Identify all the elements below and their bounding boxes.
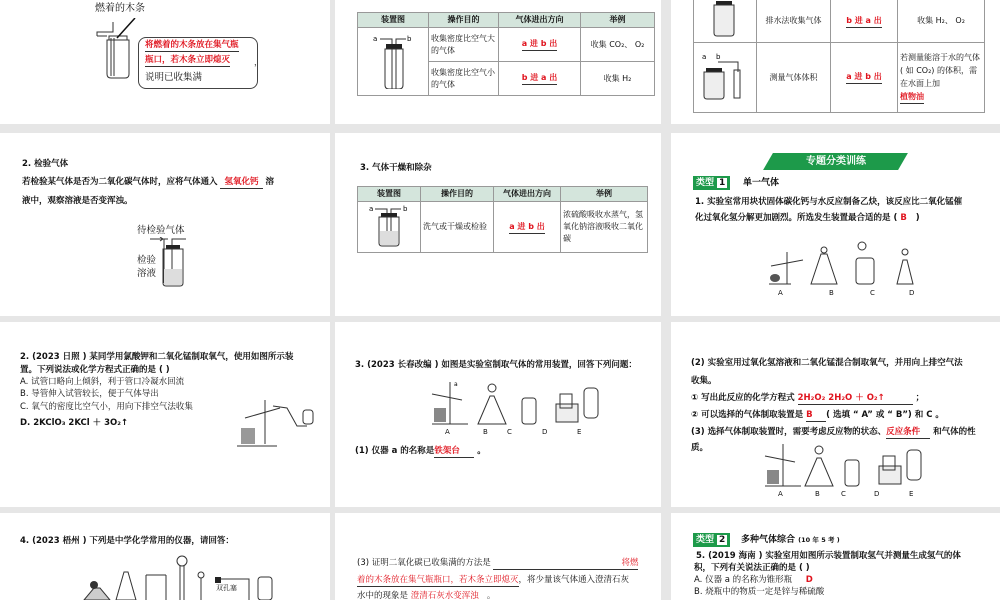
- heating-apparatus-figure: [235, 394, 315, 449]
- option-label: A: [778, 289, 783, 297]
- figure-label: 燃着的木条: [95, 3, 145, 14]
- question-text: 4. (2023 梧州 ) 下列是中学化学常用的仪器，请回答：: [20, 536, 234, 546]
- question-text-cont: 溶: [265, 177, 274, 187]
- category-title: 单一气体: [743, 178, 780, 188]
- punctuation: ；: [915, 393, 925, 403]
- question-text: 质。: [691, 443, 709, 453]
- direction-answer: b 进 a 出: [522, 72, 557, 85]
- table-row: [358, 28, 655, 62]
- svg-text:b: b: [403, 205, 408, 213]
- lab-apparatus-figure: [430, 380, 600, 426]
- answer-blank-cont: 着的木条放在集气瓶瓶口，若木条立即熄灭: [357, 575, 519, 585]
- answer-blank: 澄清石灰水变浑浊: [410, 591, 479, 600]
- sub-question-end: 和气体的性: [933, 427, 976, 437]
- option-b: B. 烧瓶中的物质一定是锌与稀硫酸: [694, 587, 825, 597]
- option-label: D: [874, 490, 880, 498]
- option-label: D: [909, 289, 915, 297]
- question-text: 1. 实验室常用块状固体碳化钙与水反应制备乙炔，该反应比二氧化锰催: [695, 197, 963, 207]
- answer-line-1: 将燃着的木条放在集气瓶: [145, 40, 239, 50]
- period: 。: [477, 446, 486, 456]
- header-example: 举例: [561, 187, 648, 202]
- equation-answer: 2H₂O₂ 2H₂O ＋ O₂↑: [798, 393, 913, 405]
- question-text: 置。下列说法或化学方程式正确的是 ( ): [20, 365, 170, 375]
- direction-answer: a 进 b 出: [509, 221, 544, 234]
- option-label: C: [870, 289, 875, 297]
- answer-blank: 反应条件: [886, 427, 930, 439]
- option-label: B: [815, 490, 820, 498]
- gas-bottle-icon: [373, 31, 413, 89]
- option-b: B. 导管伸入试管较长，便于气体导出: [20, 389, 159, 399]
- category-note: (10 年 5 考 ): [798, 536, 840, 544]
- slide-thumbnail-7[interactable]: [0, 322, 330, 507]
- question-text: 化过氧化氢分解更加剧烈。所选发生装置最合适的是 (: [695, 213, 898, 223]
- direction-answer: a 进 b 出: [522, 38, 557, 51]
- wash-bottle-icon: [369, 203, 409, 247]
- direction-answer: b 进 a 出: [846, 15, 881, 28]
- option-label: E: [909, 490, 914, 498]
- gas-drying-table: [357, 186, 648, 253]
- category-tag: 类型 1: [693, 176, 730, 190]
- option-label: A: [445, 428, 450, 436]
- option-label: E: [577, 428, 582, 436]
- period: 。: [486, 591, 496, 600]
- header-purpose: 操作目的: [429, 13, 499, 28]
- option-label: C: [841, 490, 846, 498]
- sub-question-end: ( 选填 “ A” 或 “ B”) 和 C 。: [826, 410, 944, 420]
- sub-question: (3) 选择气体制取装置时，需要考虑反应物的状态、: [691, 427, 887, 437]
- answer-line-2: 瓶口，若木条立即熄灭: [145, 55, 231, 65]
- purpose-cell: 洗气或干燥或检验: [421, 202, 494, 253]
- gas-collection-table: [357, 12, 655, 96]
- oil-answer: 植物油: [900, 90, 924, 104]
- slide-thumbnail-4[interactable]: [0, 133, 330, 316]
- slide-thumbnail-9[interactable]: [671, 322, 1000, 507]
- test-bottle-figure: [150, 237, 195, 287]
- slide-thumbnail-12[interactable]: [671, 513, 1000, 600]
- example-cell: 收集 H₂、 O₂: [898, 0, 985, 43]
- table-row: [694, 0, 985, 43]
- question-text: 积，下列有关说法正确的是 ( ): [694, 563, 810, 573]
- instruments-figure: [80, 555, 280, 600]
- header-direction: 气体进出方向: [499, 13, 581, 28]
- table-row: [358, 202, 648, 253]
- answer-blank: 氢氧化钙: [220, 177, 262, 189]
- slide-thumbnail-5[interactable]: [335, 133, 661, 316]
- sub-question: ① 写出此反应的化学方程式: [691, 393, 795, 403]
- option-c: C. 氧气的密度比空气小，用向下排空气法收集: [20, 402, 193, 412]
- sub-question: (1) 仪器 a 的名称是: [355, 446, 435, 456]
- header-apparatus: 装置图: [358, 13, 429, 28]
- example-cell: 收集 CO₂、 O₂: [581, 28, 655, 62]
- punctuation: ，: [254, 58, 263, 68]
- purpose-cell: 收集密度比空气大的气体: [429, 28, 499, 62]
- option-label: C: [507, 428, 512, 436]
- svg-text:b: b: [716, 52, 721, 61]
- header-purpose: 操作目的: [421, 187, 494, 202]
- slide-thumbnail-11[interactable]: [335, 513, 661, 600]
- header-apparatus: 装置图: [358, 187, 421, 202]
- sub-question: (3) 证明二氧化碳已收集满的方法是: [357, 558, 491, 568]
- option-label: B: [483, 428, 488, 436]
- svg-text:a: a: [454, 381, 458, 388]
- svg-text:a: a: [373, 34, 378, 43]
- option-label: D: [542, 428, 548, 436]
- slide-thumbnail-10[interactable]: [0, 513, 330, 600]
- example-cell: 收集 H₂: [581, 62, 655, 96]
- option-label: B: [829, 289, 834, 297]
- category-title: 多种气体综合: [741, 535, 796, 545]
- option-d: D. 2KClO₃ 2KCl ＋ 3O₂↑: [20, 418, 129, 428]
- answer: B: [900, 213, 907, 223]
- bracket: ): [915, 213, 920, 223]
- answer: D: [805, 575, 813, 585]
- section-heading: 3. 气体干燥和除杂: [360, 163, 432, 173]
- question-text: 3. (2023 长春改编 ) 如图是实验室制取气体的常用装置，回答下列问题：: [355, 360, 637, 370]
- purpose-cell: 排水法收集气体: [757, 0, 831, 43]
- slide-thumbnail-1[interactable]: [0, 0, 330, 124]
- question-text: ，将少量该气体通入澄清石灰: [518, 575, 630, 585]
- question-text-end: 液中，观察溶液是否变浑浊。: [22, 196, 133, 206]
- option-label: A: [778, 490, 783, 498]
- figure-label: 溶液: [137, 268, 157, 279]
- header-direction: 气体进出方向: [494, 187, 561, 202]
- direction-answer: a 进 b 出: [846, 71, 881, 84]
- slide-thumbnail-8[interactable]: [335, 322, 661, 507]
- example-cell: 浓硫酸吸收水蒸气，氢氧化钠溶液吸收二氧化碳: [561, 202, 648, 253]
- gas-collection-table-continued: [693, 0, 985, 113]
- option-a: A. 仪器 a 的名称为锥形瓶: [694, 575, 793, 585]
- question-text: (2) 实验室用过氧化氢溶液和二氧化锰混合制取氧气，并用向上排空气法: [691, 358, 963, 368]
- question-text: 收集。: [691, 376, 717, 386]
- answer-blank: B: [806, 410, 826, 422]
- svg-text:b: b: [407, 34, 412, 43]
- table-row: [694, 43, 985, 113]
- answer-blank: 将燃: [493, 558, 638, 570]
- category-tag: 类型 2: [693, 533, 730, 547]
- slide-thumbnail-2[interactable]: [335, 0, 661, 124]
- slide-thumbnail-6[interactable]: [671, 133, 1000, 316]
- header-example: 举例: [581, 13, 655, 28]
- water-bottle-icon: [710, 1, 740, 37]
- purpose-cell: 收集密度比空气小的气体: [429, 62, 499, 96]
- figure-label: 待检验气体: [137, 225, 185, 236]
- svg-text:a: a: [702, 52, 707, 61]
- figure-label: 检验: [137, 255, 157, 266]
- answer-blank: 铁架台: [434, 446, 474, 458]
- question-text: 水中的现象是: [357, 591, 409, 600]
- slide-thumbnail-3[interactable]: [671, 0, 1000, 124]
- apparatus-options-figure: [761, 238, 921, 294]
- question-text: 5. (2019 海南 ) 实验室用如图所示装置制取氢气并测量生成氢气的体: [696, 551, 961, 561]
- figure-label: 双孔塞: [216, 584, 237, 592]
- conclusion-text: 说明已收集满: [145, 72, 203, 83]
- question-text: 2. (2023 日照 ) 某同学用氯酸钾和二氧化锰制取氧气，使用如图所示装: [20, 352, 294, 362]
- question-text: 若检验某气体是否为二氧化碳气体时，应将气体通入: [22, 177, 218, 187]
- example-cell: 若测量能溶于水的气体 ( 如 CO₂) 的体积，需在水面上加: [900, 53, 980, 88]
- sub-question: ② 可以选择的气体制取装置是: [691, 410, 804, 420]
- lab-apparatus-figure: [763, 442, 923, 488]
- section-heading: 2. 检验气体: [22, 159, 69, 169]
- option-a: A. 试管口略向上倾斜，利于管口冷凝水回流: [20, 377, 185, 387]
- measuring-apparatus-icon: [700, 52, 750, 100]
- section-banner: 专题分类训练: [763, 153, 908, 170]
- purpose-cell: 测量气体体积: [757, 43, 831, 113]
- svg-text:a: a: [369, 205, 374, 213]
